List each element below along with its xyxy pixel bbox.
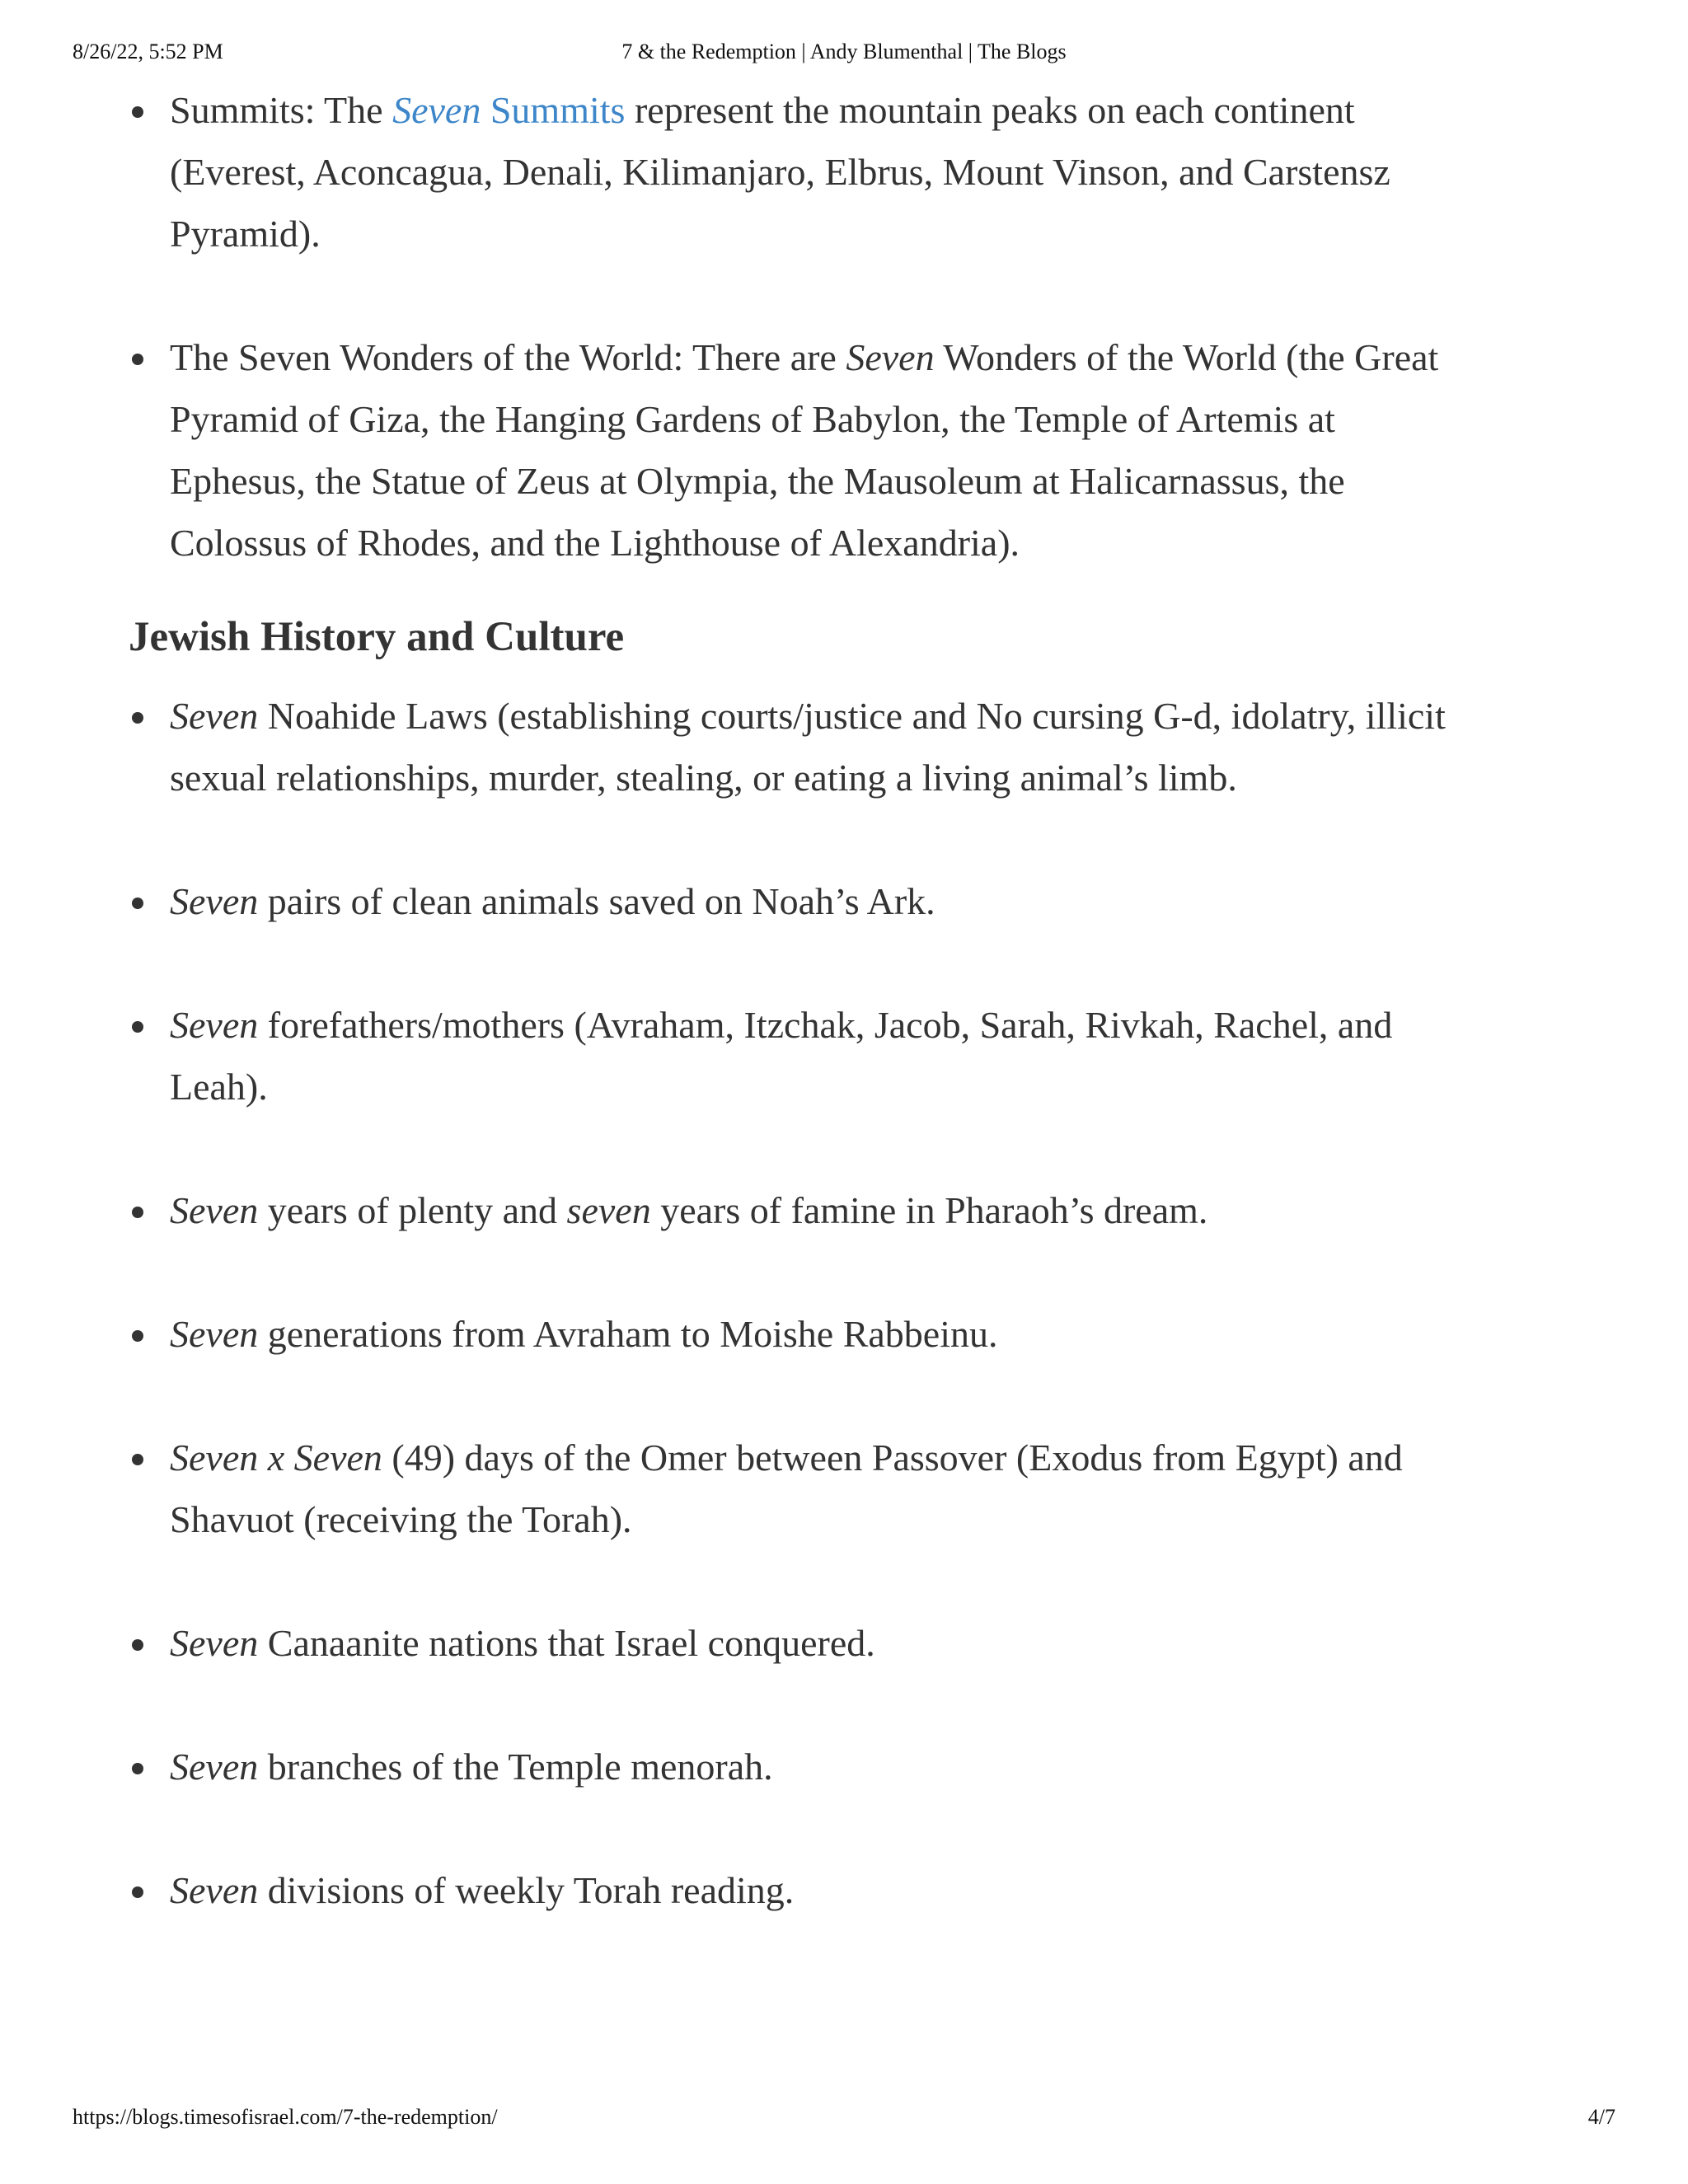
seven-summits-link[interactable]: Seven Summits bbox=[392, 89, 626, 131]
print-header bbox=[73, 40, 1615, 73]
section-heading: Jewish History and Culture bbox=[129, 614, 625, 660]
list-item: Seven divisions of weekly Torah reading. bbox=[129, 1859, 1447, 1921]
list-item-summits: Summits: The Seven Summits represent the mountain peaks on each continent (Everest, Aconcagua, Denali, Kilimanjaro, Elbrus, Mount Vinson, and Carstensz Pyramid). bbox=[129, 79, 1447, 265]
print-date: 8/26/22, 5:52 PM bbox=[73, 40, 223, 63]
list-jewish-history bbox=[129, 685, 1447, 1921]
list-wonders bbox=[129, 79, 1447, 574]
list-item: Seven x Seven (49) days of the Omer between Passover (Exodus from Egypt) and Shavuot (receiving the Torah). bbox=[129, 1427, 1447, 1550]
print-title: 7 & the Redemption | Andy Blumenthal | The Blogs bbox=[621, 40, 1067, 63]
list-item-wonders: The Seven Wonders of the World: There are Seven Wonders of the World (the Great Pyramid of Giza, the Hanging Gardens of Babylon, the Temple of Artemis at Ephesus, the Statue of Zeus at Olympia, the Mausoleum at Halicarnassus, the Colossus of Rhodes, and the Lighthouse of Alexandria). bbox=[129, 326, 1447, 574]
print-page-number: 4/7 bbox=[1587, 2105, 1615, 2129]
list-item: Seven years of plenty and seven years of famine in Pharaoh’s dream. bbox=[129, 1179, 1447, 1241]
print-url: https://blogs.timesofisrael.com/7-the-redemption/ bbox=[73, 2105, 498, 2129]
list-item: Seven Canaanite nations that Israel conquered. bbox=[129, 1612, 1447, 1674]
print-footer bbox=[73, 2105, 1615, 2138]
list-item: Seven branches of the Temple menorah. bbox=[129, 1736, 1447, 1797]
list-item: Seven Noahide Laws (establishing courts/justice and No cursing G-d, idolatry, illicit sexual relationships, murder, stealing, or eating a living animal’s limb. bbox=[129, 685, 1447, 808]
article-content bbox=[129, 79, 1447, 1921]
list-item: Seven generations from Avraham to Moishe Rabbeinu. bbox=[129, 1303, 1447, 1365]
list-item: Seven pairs of clean animals saved on Noah’s Ark. bbox=[129, 870, 1447, 932]
list-item: Seven forefathers/mothers (Avraham, Itzchak, Jacob, Sarah, Rivkah, Rachel, and Leah). bbox=[129, 994, 1447, 1118]
